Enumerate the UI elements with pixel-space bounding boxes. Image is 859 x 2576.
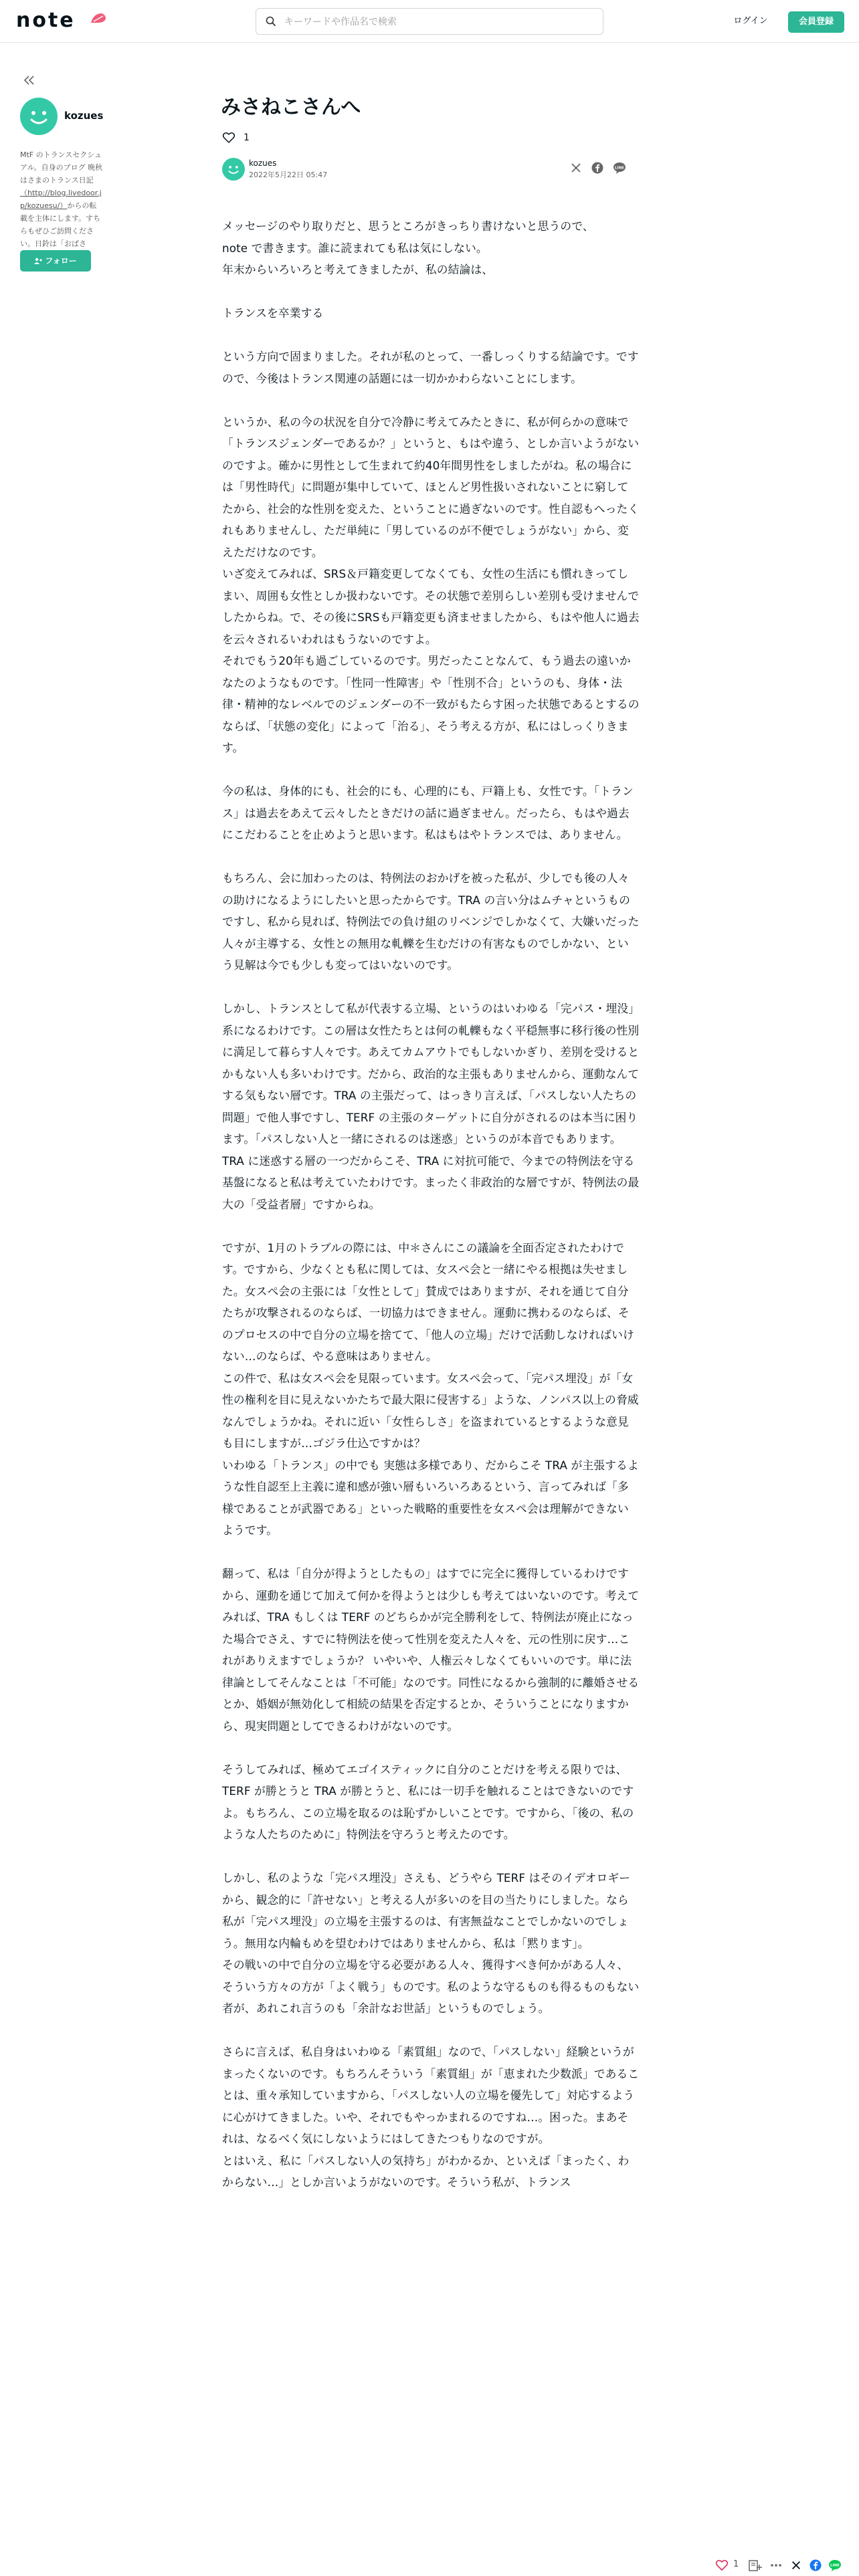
add-user-icon [34, 257, 42, 264]
paragraph-4: というか、私の今の状況を自分で冷静に考えてみたときに、私が何らかの意味で「トランスジェンダーであるか？」というと、もはや違う、としか言いようがないのですよ。確かに男性として生まれて約40年間男性をしましたがね。私の場合には「男性時代」に問題が集中していて、ほとんど男性扱いされないことに窮してたから、社会的な性別を変えた、ということに過ぎないのです。性自認もへったくれもありませんし、ただ単純に「男しているのが不便でしょうがない」から、変えただけなのです。 いざ変えてみれば、SRS＆戸籍変更してなくても、女性の生活にも慣れきってしまい、周囲も女性としか扱わないです。その状態で差別らしい差別も受けませんでしたからね。で、その後にSRSも戸籍変更も済ませましたから、もはや他人に過去を云々されるいわれはもうないのですよ。 それでもう20年も過ごしているのです。男だったことなんて、もう過去の遠いかなたのようなものです。「性同一性障害」や「性別不合」というのも、身体・法律・精神的なレベルでのジェンダーの不一致がもたらす困った状態であるとするのならば、「状態の変化」によって「治る」、そう考える方が、私にはしっくりきます。 [222, 415, 640, 754]
paragraph-6: もちろん、会に加わったのは、特例法のおかげを被った私が、少しでも後の人々の助けになるようにしたいと思ったからです。TRA の言い分はムチャというものですし、私から見れば、特例法での負け組のリベンジでしかなくて、大嫌いだった人々が主導する、女性との無用な軋轢を生むだけの有害なものでしかない、という見解は今でも少しも変ってはいないのです。 [222, 871, 640, 972]
paragraph-12: さらに言えば、私自身はいわゆる「素質組」なので、「パスしない」経験というがまったくないのです。もちろんそういう「素質組」が「恵まれた少数派」であることは、重々承知していますから、「パスしない人の立場を優先して」対応するように心がけてきました。いや、それでもやっかまれるのですね…。困った。まあそれは、なるべく気にしないようにはしてきたつもりなのですが。 とはいえ、私に「パスしない人の気持ち」がわかるか、といえば「まったく、わからない…」としか言いようがないのです。そういう私が、トランス [222, 2045, 640, 2189]
publish-date: 2022年5月22日 05:47 [249, 171, 328, 179]
line-share-icon[interactable] [613, 162, 626, 174]
svg-text:LINE: LINE [830, 2563, 840, 2568]
paragraph-3: という方向で固まりました。それが私のとって、一番しっくりする結論です。ですので、今後はトランス関連の話題には一切かかわらないことにします。 [222, 350, 639, 385]
like-count[interactable]: 1 [244, 132, 250, 143]
paragraph-2: トランスを卒業する [222, 306, 324, 320]
author-bio [20, 148, 103, 263]
line-share-icon[interactable] [828, 2559, 842, 2571]
collapse-sidebar-icon[interactable] [21, 74, 37, 87]
sidebar-author-name[interactable]: kozues [64, 110, 104, 122]
logo-mark-icon [90, 11, 107, 25]
paragraph-1: メッセージのやり取りだと、思うところがきっちり書けないと思うので、 note で書きます。誰に読まれても私は気にしない。 年末からいろいろと考えてきましたが、私の結論は、 [222, 219, 594, 276]
signup-button[interactable]: 会員登録 [788, 11, 844, 33]
x-share-icon[interactable] [570, 162, 582, 174]
paragraph-8: ですが、1月のトラブルの際には、中＊さんにこの議論を全面否定されたわけです。ですから、少なくとも私に関しては、女スペ会と一緒にやる根拠は失せました。女スペ会の主張には「女性として」賛成ではありますが、それを通じて自分たちが攻撃されるのならば、一切協力はできません。運動に携わるのならば、そのプロセスの中で自分の立場を捨てて、「他人の立場」だけで活動しなければいけない…のならば、やる意味はありません。 この件で、私は女スペ会を見限っています。女スペ会って、「完パス埋没」が「女性の権利を目に見えないかたちで最大限に侵害する」ような、ノンパス以上の脅威なんでしょうかね。それに近い「女性らしさ」を盗まれているとするような意見も目にしますが…ゴジラ仕込ですかは？ いわゆる「トランス」の中でも 実態は多様であり、だからこそ TRA が主張するような性自認至上主義に違和感が強い層もいろいろあるという、言ってみれば「多様であることが武器である」といった戦略的重要性を女スペ会は理解ができないようです。 [222, 1241, 639, 1537]
bio-rest: からの転載を主体にします。すちらもぜひご訪問ください。日鈴は「おばさ [20, 201, 101, 248]
article-body [222, 215, 640, 2215]
login-button[interactable]: ログイン [733, 16, 768, 26]
author-avatar[interactable] [20, 98, 58, 135]
bio-text: MtF のトランスセクシュアル。自身のブログ 晩秋はさまのトランス日記 [20, 150, 103, 185]
heart-icon[interactable] [222, 131, 235, 144]
meta-author-name[interactable]: kozues [249, 158, 277, 168]
paragraph-9: 翻って、私は「自分が得ようとしたもの」はすでに完全に獲得しているわけですから、運動を通じて加えて何かを得ようとは少しも考えてはいないのです。考えてみれば、TRA もしくは TERF のどちらかが完全勝利をして、特例法が廃止になった場合でさえ、すでに特例法を使って性別を変えた人々を、元の性別に戻す…これがありえますでしょうか？ いやいや、人権云々しなくてもいいのです。単に法律論としてそんなことは「不可能」なのです。同性になるから強制的に離婚させるとか、婚姻が無効化して相続の結果を否定するとか、そういうことになりますから、現実問題としてできるわけがないのです。 [222, 1567, 640, 1733]
article-title: みさねこさんへ [221, 96, 361, 119]
search-icon [266, 16, 276, 27]
svg-text:LINE: LINE [615, 166, 624, 171]
follow-button[interactable] [20, 250, 91, 272]
search-input[interactable] [283, 13, 593, 31]
paragraph-5: 今の私は、身体的にも、社会的にも、心理的にも、戸籍上も、女性です。「トランス」は過去をあえて云々したときだけの話に過ぎません。だったら、もはや過去にこだわることを止めようと思います。私はもはやトランスでは、ありません。 [222, 784, 634, 841]
facebook-share-icon[interactable] [809, 2559, 822, 2571]
meta-author-avatar[interactable] [222, 158, 245, 181]
facebook-share-icon[interactable] [591, 162, 603, 174]
search-box[interactable] [256, 8, 603, 35]
x-share-icon[interactable] [791, 2560, 801, 2571]
paragraph-11: しかし、私のような「完パス埋没」さえも、どうやら TERF はそのイデオロギーから、観念的に「許せない」と考える人が多いのを目の当たりにしました。なら私が「完パス埋没」の立場を主張するのは、有害無益なことでしかないのでしょう。無用な内輪もめを望むわけではありませんから、私は「黙ります」。 その戦いの中で自分の立場を守る必要がある人々、獲得すべき何かがある人々、そういう方々の方が「よく戦う」ものです。私のような守るものも得るものもない者が、あれこれ言うのも「余計なお世話」というものでしょう。 [222, 1871, 640, 2015]
magazine-add-icon[interactable] [748, 2559, 763, 2572]
smiley-face-icon [222, 158, 245, 181]
note-logo[interactable]: note [16, 9, 76, 32]
bottom-like-count[interactable]: 1 [733, 2559, 739, 2569]
follow-label: フォロー [45, 256, 77, 265]
bio-link[interactable]: （http://blog.livedoor.jp/kozuesu/） [20, 189, 102, 210]
heart-icon[interactable] [714, 2559, 729, 2572]
smiley-face-icon [20, 98, 58, 135]
top-header [0, 0, 859, 43]
paragraph-10: そうしてみれば、極めてエゴイスティックに自分のことだけを考える限りでは、TERF が勝とうと TRA が勝とうと、私には一切手を触れることはできないのですよ。もちろん、この立場を取るのは恥ずかしいことです。ですから、「後の、私のような人たちのために」特例法を守ろうと考えたのです。 [222, 1762, 634, 1841]
paragraph-7: しかし、トランスとして私が代表する立場、というのはいわゆる「完パス・埋没」系になるわけです。この層は女性たちとは何の軋轢もなく平穏無事に移行後の性別に満足して暮らす人々です。あえてカムアウトでもしないかぎり、差別を受けるとかもない人も多いわけです。だから、政治的な主張もありませんから、運動なんてする気もない層です。TRA の主張だって、はっきり言えば、「パスしない人たちの問題」で他人事ですし、TERF の主張のターゲットに自分がされるのは本当に困ります。「パスしない人と一緒にされるのは迷惑」というのが本音でもあります。TRA に迷惑する層の一つだからこそ、TRA に対抗可能で、今までの特例法を守る基盤になると私は考えていたわけです。まったく非政治的な層ですが、特例法の最大の「受益者層」ですからね。 [222, 1002, 640, 1211]
more-options-icon[interactable] [769, 2559, 783, 2571]
